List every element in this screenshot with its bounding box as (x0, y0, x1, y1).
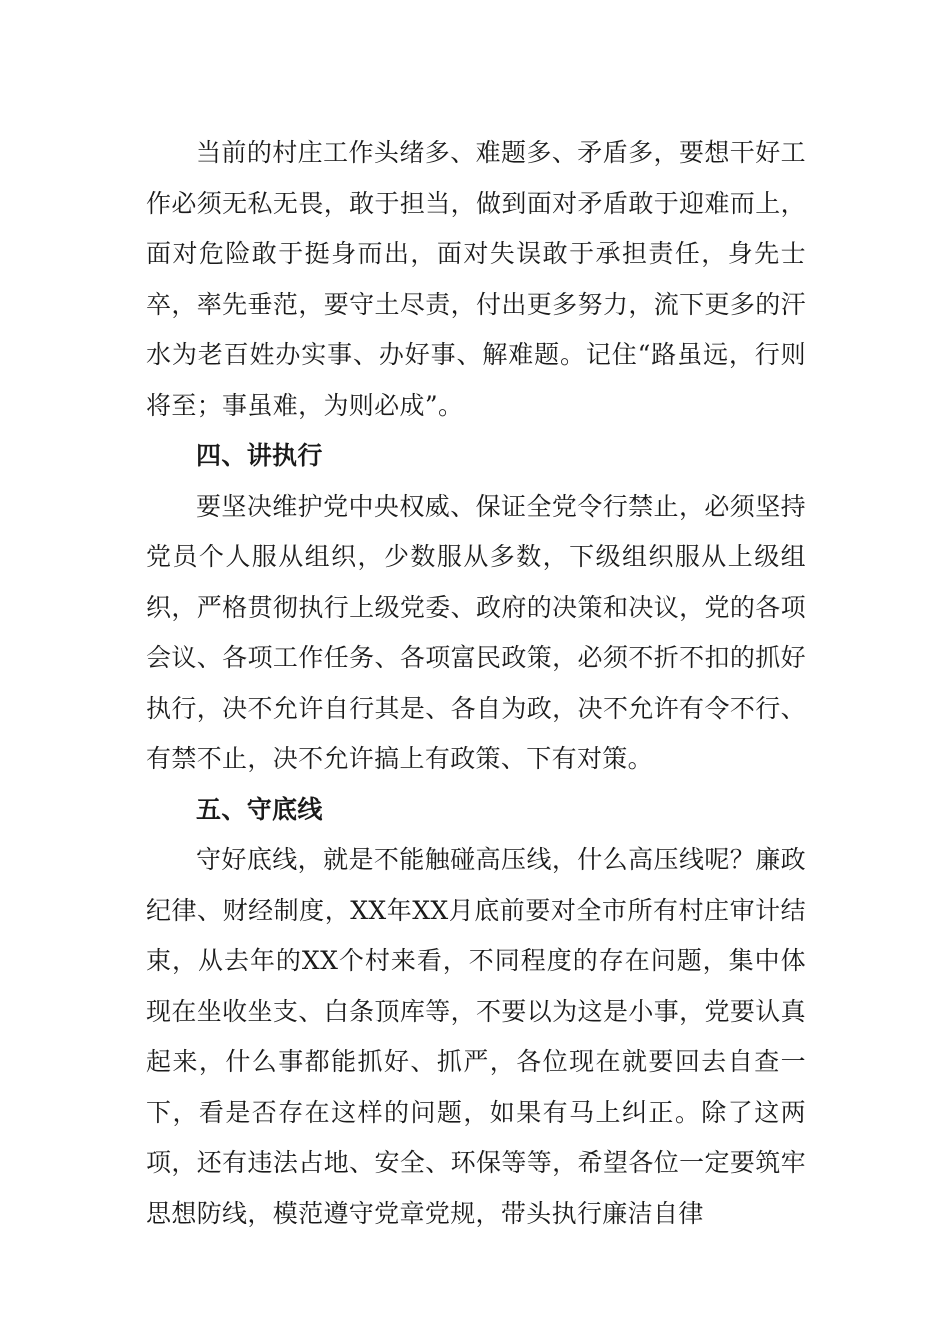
body-paragraph: 要坚决维护党中央权威、保证全党令行禁止，必须坚持党员个人服从组织，少数服从多数，下级组织服从上级组织，严格贯彻执行上级党委、政府的决策和决议，党的各项会议、各项工作任务、各项富民政策，必须不折不扣的抓好执行，决不允许自行其是、各自为政，决不允许有令不行、有禁不止，决不允许搞上有政策、下有对策。 (146, 491, 806, 773)
body-paragraph: 守好底线，就是不能触碰高压线，什么高压线呢？廉政纪律、财经制度，XX年XX月底前要对全市所有村庄审计结束，从去年的XX个村来看，不同程度的存在问题，集中体现在坐收坐支、白条顶库等，不要以为这是小事，党要认真起来，什么事都能抓好、抓严，各位现在就要回去自查一下，看是否存在这样的问题，如果有马上纠正。除了这两项，还有违法占地、安全、环保等等，希望各位一定要筑牢思想防线，模范遵守党章党规，带头执行廉洁自律 (146, 845, 806, 1228)
body-paragraph: 当前的村庄工作头绪多、难题多、矛盾多，要想干好工作必须无私无畏，敢于担当，做到面对矛盾敢于迎难而上，面对危险敢于挺身而出，面对失误敢于承担责任，身先士卒，率先垂范，要守土尽责，付出更多努力，流下更多的汗水为老百姓办实事、办好事、解难题。记住“路虽远，行则将至；事虽难，为则必成”。 (146, 138, 806, 420)
document-body (146, 128, 806, 1239)
section-heading-bottom-line: 五、守底线 (196, 794, 323, 824)
section-heading-execution: 四、讲执行 (196, 441, 323, 470)
